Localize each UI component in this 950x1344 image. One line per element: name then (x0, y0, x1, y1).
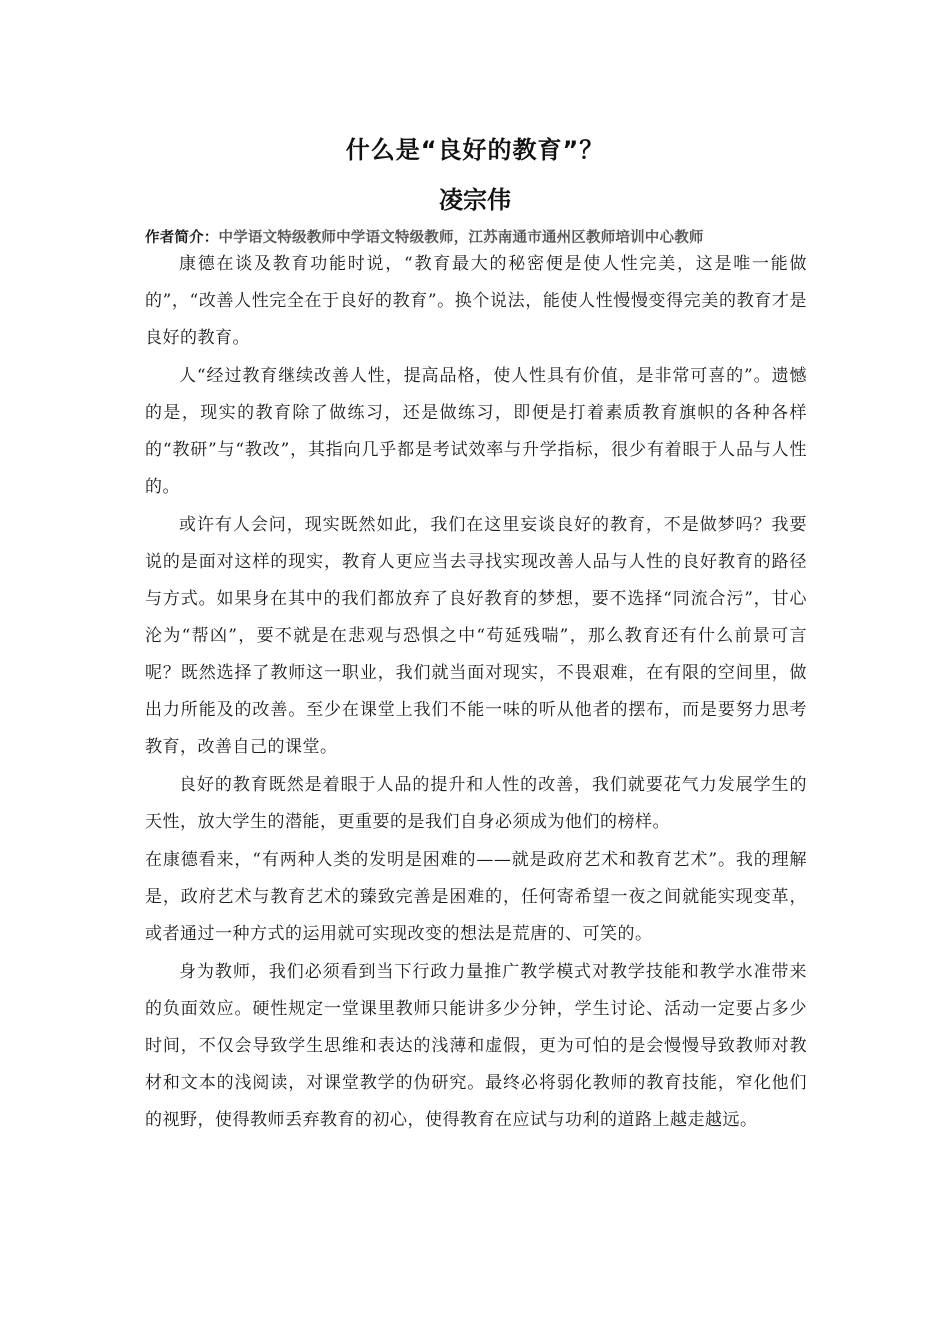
author-intro-label: 作者简介： (145, 230, 219, 246)
paragraph: 人“经过教育继续改善人性，提高品格，使人性具有价值，是非常可喜的”。遗憾的是，现实的教育除了做练习，还是做练习，即便是打着素质教育旗帜的各种各样的“教研”与“教改”，其指向几乎都是考试效率与升学指标，很少有着眼于人品与人性的。 (145, 366, 807, 497)
document-title: 什么是“良好的教育”？ (345, 136, 605, 164)
paragraph: 在康德看来，“有两种人类的发明是困难的——就是政府艺术和教育艺术”。我的理解是，政府艺术与教育艺术的臻致完善是困难的，任何寄希望一夜之间就能实现变革，或者通过一种方式的运用就可实现改变的想法是荒唐的、可笑的。 (145, 850, 807, 944)
author-intro-text: 中学语文特级教师中学语文特级教师，江苏南通市通州区教师培训中心教师 (218, 230, 704, 246)
paragraph: 身为教师，我们必须看到当下行政力量推广教学模式对教学技能和教学水准带来的负面效应。硬性规定一堂课里教师只能讲多少分钟，学生讨论、活动一定要占多少时间，不仅会导致学生思维和表达的浅薄和虚假，更为可怕的是会慢慢导致教师对教材和文本的浅阅读，对课堂教学的伪研究。最终必将弱化教师的教育技能，窄化他们的视野，使得教师丢弃教育的初心，使得教育在应试与功利的道路上越走越远。 (145, 962, 807, 1130)
author-name: 凌宗伟 (439, 186, 511, 214)
paragraph: 或许有人会问，现实既然如此，我们在这里妄谈良好的教育，不是做梦吗？我要说的是面对这样的现实，教育人更应当去寻找实现改善人品与人性的良好教育的路径与方式。如果身在其中的我们都放弃了良好教育的梦想，要不选择“同流合污”，甘心沦为“帮凶”，要不就是在悲观与恐惧之中“苟延残喘”，那么教育还有什么前景可言呢？既然选择了教师这一职业，我们就当面对现实，不畏艰难，在有限的空间里，做出力所能及的改善。至少在课堂上我们不能一味的听从他者的摆布，而是要努力思考教育，改善自己的课堂。 (145, 515, 807, 757)
article-body (145, 246, 807, 1140)
paragraph: 康德在谈及教育功能时说，“教育最大的秘密便是使人性完美，这是唯一能做的”，“改善人性完全在于良好的教育”。换个说法，能使人性慢慢变得完美的教育才是良好的教育。 (145, 254, 807, 348)
paragraph: 良好的教育既然是着眼于人品的提升和人性的改善，我们就要花气力发展学生的天性，放大学生的潜能，更重要的是我们自身必须成为他们的榜样。 (145, 775, 807, 832)
author-intro (145, 228, 845, 248)
